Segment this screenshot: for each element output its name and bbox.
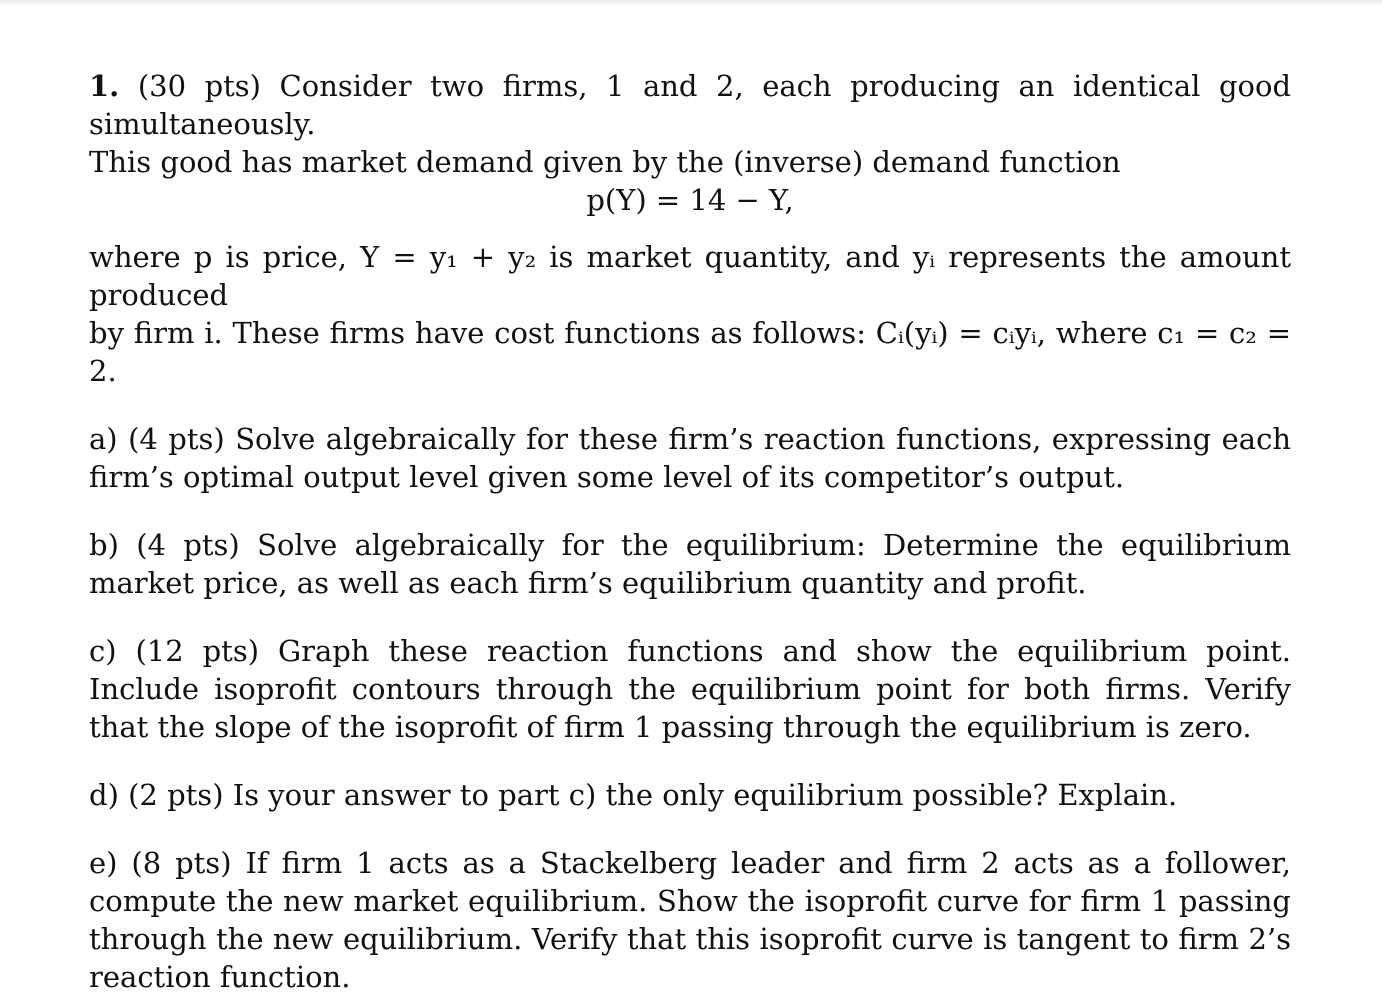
part-a — [89, 420, 1291, 496]
context-line-1: where p is price, Y = y₁ + y₂ is market quantity, and yᵢ represents the amount produced — [89, 240, 1291, 312]
part-b-label: b) — [89, 528, 119, 562]
demand-equation: p(Y) = 14 − Y, — [586, 183, 794, 217]
problem-number: 1. — [89, 69, 120, 103]
part-d-label: d) — [89, 778, 119, 812]
part-b-text: Solve algebraically for the equilibrium: Determine the equilibrium market price, as well as each firm’s equilibrium quantity and profit. — [89, 528, 1292, 600]
part-b-points: (4 pts) — [136, 528, 240, 562]
problem-points: (30 pts) — [137, 69, 261, 103]
part-a-text: Solve algebraically for these firm’s reaction functions, expressing each firm’s optimal output level given some level of its competitor’s output. — [89, 422, 1292, 494]
page-top-edge — [0, 0, 1382, 6]
part-a-points: (4 pts) — [128, 422, 225, 456]
problem-intro — [89, 67, 1291, 181]
part-c — [89, 632, 1291, 746]
part-c-points: (12 pts) — [135, 634, 260, 668]
part-c-label: c) — [89, 634, 117, 668]
part-d-points: (2 pts) — [128, 778, 224, 812]
part-e-label: e) — [89, 846, 118, 880]
part-a-label: a) — [89, 422, 118, 456]
part-d — [89, 776, 1291, 814]
part-e-points: (8 pts) — [131, 846, 232, 880]
part-e-text: If firm 1 acts as a Stackelberg leader and firm 2 acts as a follower, compute the new market equilibrium. Show the isoprofit curve for firm 1 passing through the new equilibrium. Verify that this isoprofit curve is tangent to firm 2’s reaction function. — [89, 846, 1291, 994]
context-line-2: by firm i. These firms have cost functions as follows: Cᵢ(yᵢ) = cᵢyᵢ, where c₁ = c₂ = 2. — [89, 316, 1291, 388]
intro-line-2: This good has market demand given by the (inverse) demand function — [89, 145, 1121, 179]
problem-document — [89, 67, 1291, 996]
part-e — [89, 844, 1291, 996]
intro-line-1: Consider two firms, 1 and 2, each producing an identical good simultaneously. — [89, 69, 1292, 141]
problem-context — [89, 238, 1291, 390]
part-d-text: Is your answer to part c) the only equilibrium possible? Explain. — [232, 778, 1178, 812]
part-c-text: Graph these reaction functions and show the equilibrium point. Include isoprofit contours through the equilibrium point for both firms. Verify that the slope of the isoprofit of firm 1 passing through the equilibrium is zero. — [89, 634, 1292, 744]
part-b — [89, 526, 1291, 602]
